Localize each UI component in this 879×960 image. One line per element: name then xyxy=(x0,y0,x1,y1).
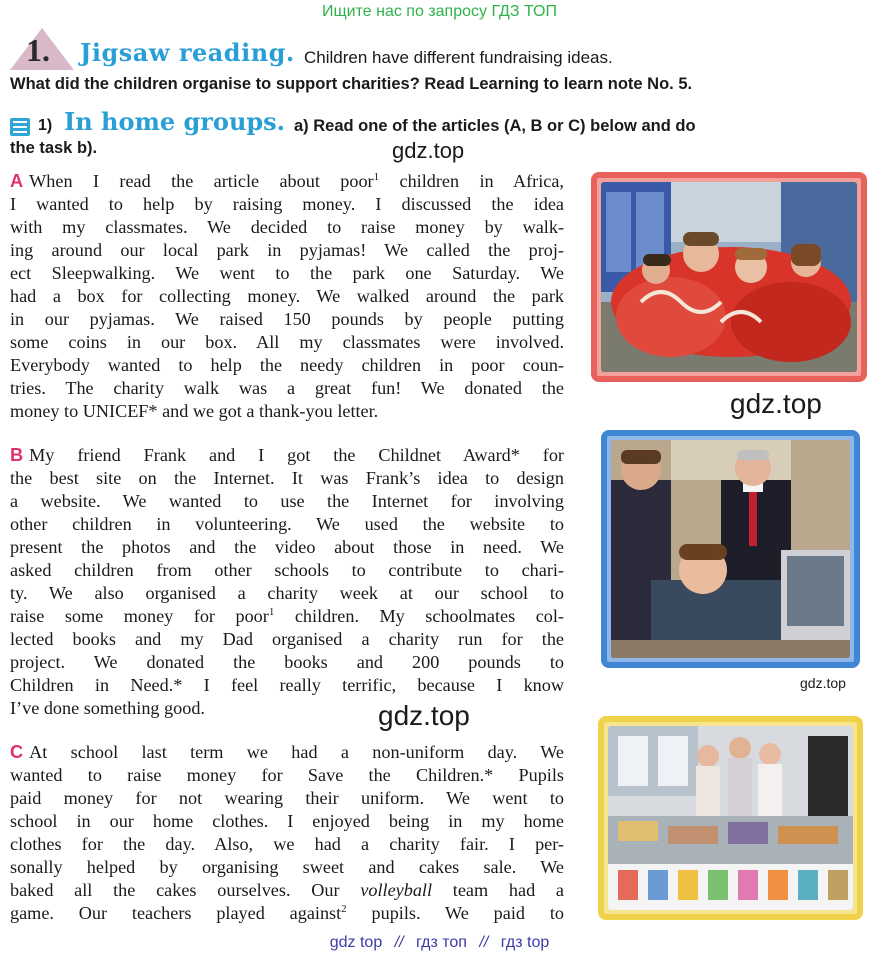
article-a xyxy=(10,170,564,423)
top-banner: Ищите нас по запросу ГДЗ ТОП xyxy=(322,3,557,20)
article-line: paid money for not wearing their uniform. We went to xyxy=(10,788,564,808)
article-line: had a box for collecting money. We walked around the park xyxy=(10,286,564,306)
footer-link[interactable]: гдз top xyxy=(500,934,550,951)
watermark: gdz.top xyxy=(730,388,822,419)
charity-fair-illustration xyxy=(608,726,853,910)
article-line: with my classmates. We decided to raise money by walk- xyxy=(10,217,564,237)
article-line: money to UNICEF* and we got a thank-you letter. xyxy=(10,401,379,421)
photo-charity-fair xyxy=(598,716,863,920)
exercise-header xyxy=(0,28,879,72)
article-line: Everybody wanted to help the needy children in poor coun- xyxy=(10,355,564,375)
task-title: In home groups. xyxy=(64,107,286,136)
footer-separator: // xyxy=(394,934,404,951)
task-number: 1) xyxy=(38,117,53,134)
exercise-number: 1. xyxy=(26,32,50,68)
article-line: C At school last term we had a non-uniform day. We xyxy=(10,742,564,762)
article-letter: C xyxy=(10,742,24,762)
footer-link[interactable]: gdz top xyxy=(329,934,383,951)
exercise-question: What did the children organise to support charities? Read Learning to learn note No. 5. xyxy=(10,75,693,93)
article-line: present the photos and the video about those in need. We xyxy=(10,537,564,557)
article-b xyxy=(10,444,564,720)
article-line: A When I read the article about poor$^1$ children in Africa, xyxy=(10,170,564,191)
exercise-subtitle: Children have different fundraising ideas. xyxy=(304,48,613,67)
article-line: the best site on the Internet. It was Frank’s idea to design xyxy=(10,468,564,488)
photo-website-award xyxy=(601,430,860,668)
article-line: sonally helped by organising sweet and cakes sale. We xyxy=(10,857,564,877)
article-c xyxy=(10,741,564,925)
article-line: B My friend Frank and I got the Childnet Award* for xyxy=(10,445,564,465)
article-line: asked children from other schools to contribute to chari- xyxy=(10,560,564,580)
article-line: baked all the cakes ourselves. Our volleyball team had a xyxy=(10,880,564,900)
article-line: lected books and my Dad organised a charity run for the xyxy=(10,629,564,649)
article-line: raise some money for poor$^1$ children. My schoolmates col- xyxy=(10,605,564,626)
footer-link[interactable]: гдз топ xyxy=(416,934,467,951)
list-icon xyxy=(10,118,30,136)
article-line: ect Sleepwalking. We went to the park one Saturday. We xyxy=(10,263,564,283)
article-line: project. We donated the books and 200 pounds to xyxy=(10,652,564,672)
pyjama-kids-illustration xyxy=(601,182,857,372)
article-line: clothes for the day. Also, we had a charity fair. I per- xyxy=(10,834,564,854)
article-line: I wanted to help by raising money. I discussed the idea xyxy=(10,194,564,214)
task-instruction-cont: the task b). xyxy=(10,139,98,157)
article-line: ty. We also organised a charity week at our school to xyxy=(10,583,564,603)
article-line: some coins in our box. All my classmates were involved. xyxy=(10,332,564,352)
article-line: tries. The charity walk was a great fun! We donated the xyxy=(10,378,564,398)
photo-pyjama-walk xyxy=(591,172,867,382)
article-line: I’ve done something good. xyxy=(10,698,205,718)
article-line: Children in Need.* I feel really terrific, because I know xyxy=(10,675,564,695)
watermark: gdz.top xyxy=(378,700,470,731)
computer-boy-illustration xyxy=(611,440,850,658)
exercise-title: Jigsaw reading. xyxy=(80,38,295,67)
article-letter: A xyxy=(10,171,24,191)
article-line: wanted to raise money for Save the Children.* Pupils xyxy=(10,765,564,785)
article-letter: B xyxy=(10,445,24,465)
footer-separator: // xyxy=(479,934,489,951)
footer xyxy=(0,934,879,952)
watermark: gdz.top xyxy=(392,138,465,163)
article-line: a website. We wanted to use the Internet for involving xyxy=(10,491,564,511)
article-line: ing around our local park in pyjamas! We called the proj- xyxy=(10,240,564,260)
article-line: other children in volunteering. We used the website to xyxy=(10,514,564,534)
watermark: gdz.top xyxy=(800,675,846,691)
article-line: school in our home clothes. I enjoyed being in my home xyxy=(10,811,564,831)
task-instruction: a) Read one of the articles (A, B or C) below and do xyxy=(294,117,696,135)
article-line: game. Our teachers played against$^2$ pupils. We paid to xyxy=(10,902,564,923)
article-line: in our pyjamas. We raised 150 pounds by people putting xyxy=(10,309,564,329)
